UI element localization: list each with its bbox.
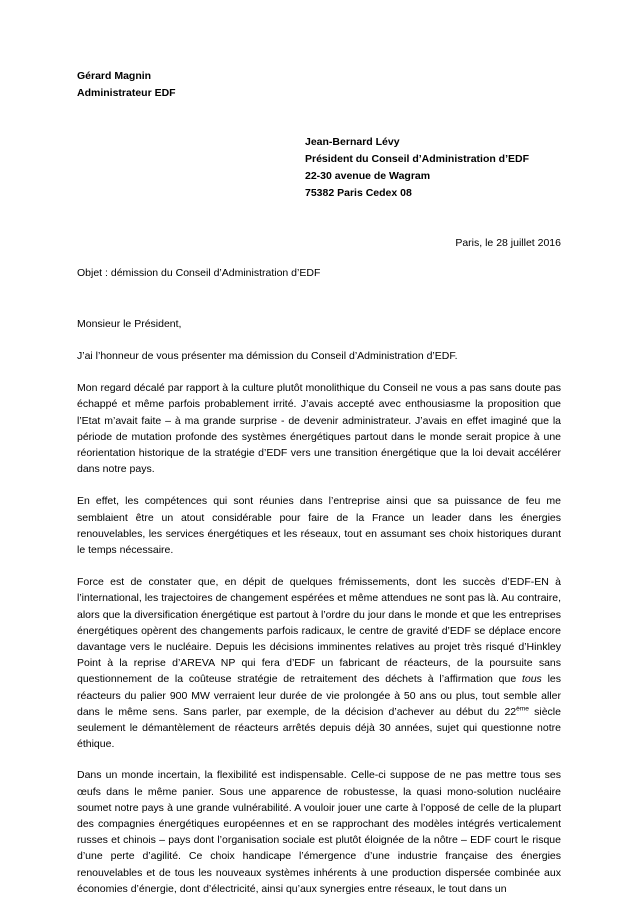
paragraph-2: Mon regard décalé par rapport à la culture plutôt monolithique du Conseil ne vous a pas sans doute pas échappé et même parfois probablement irrité. J’avais accepté avec enthousiasme la proposition que l’Etat m’avait faite – à ma grande surprise - de devenir administrateur. J’avais en effet imaginé que la période de mutation profonde des systèmes énergétiques partout dans le monde serait propice à une réorientation historique de la stratégie d’EDF vers une transition énergétique que la loi devait accélérer dans notre pays. [77,382,561,476]
paragraph-4-text-c: siècle seulement le démantèlement de réacteurs arrêtés depuis déjà 30 années, sujet qui questionne notre éthique. [77,705,561,751]
subject-line: Objet : démission du Conseil d’Administration d’EDF [77,267,321,279]
paragraph-3: En effet, les compétences qui sont réunies dans l’entreprise ainsi que sa puissance de feu me semblaient être un atout considérable pour faire de la France un leader dans les énergies renouvelables, les services énergétiques et les réseaux, tout en assumant ses choix historiques durant le temps nécessaire. [77,495,561,557]
paragraph-5: Dans un monde incertain, la flexibilité est indispensable. Celle-ci suppose de ne pas mettre tous ses œufs dans le même panier. Sous une apparence de robustesse, la quasi mono-solution nucléaire soumet notre pays à une grande vulnérabilité. A vouloir jouer une carte à l’opposé de celle de la plupart des compagnies énergétiques européennes et en se rapprochant des modèles intégrés verticalement russes et chinois – pays dont l’organisation sociale est plutôt éloignée de la nôtre – EDF court le risque d’une perte d’agilité. Ce choix handicape l’émergence d’une industrie française des énergies renouvelables et de tous les nouveaux systèmes inhérents à une production dispersée combinée aux économies d’énergie, dont d’électricité, ainsi qu’aux synergies entre réseaux, le tout dans un [77,769,561,895]
recipient-name: Jean-Bernard Lévy [305,136,400,148]
sender-block [77,68,561,102]
paragraph-4 [77,574,561,752]
paragraph-4-ordinal-superscript: ème [516,705,529,713]
salutation: Monsieur le Président, [77,318,182,330]
recipient-block [305,134,561,202]
sender-role: Administrateur EDF [77,87,176,99]
recipient-role: Président du Conseil d’Administration d’EDF [305,153,530,165]
paragraph-4-text-b: les réacteurs du palier 900 MW verraient leur durée de vie prolongée à 50 ans ou plus, tout semble aller dans le même sens. Sans parler, par exemple, de la décision d’achever au début du 22 [77,673,561,718]
dateline: Paris, le 28 juillet 2016 [455,237,561,249]
paragraph-4-text-a: Force est de constater que, en dépit de quelques frémissements, dont les succès d’EDF-EN à l’international, les trajectoires de changement espérées et même attendues ne sont pas là. Au contraire, alors que la diversification énergétique est partout à l’ordre du jour dans le monde et que les entreprises énergétiques opèrent des changements parfois radicaux, le centre de gravité d’EDF se déplace encore davantage vers le nucléaire. Depuis les décisions imminentes relatives au projet très risqué d’Hinkley Point à la reprise d’AREVA NP qui fera d’EDF un fabricant de réacteurs, de la poursuite sans questionnement de la coûteuse stratégie de retraitement des déchets à l’affirmation que [77,576,561,686]
paragraph-1: J’ai l’honneur de vous présenter ma démission du Conseil d’Administration d’EDF. [77,350,458,362]
recipient-city: 75382 Paris Cedex 08 [305,187,412,199]
recipient-street: 22-30 avenue de Wagram [305,170,431,182]
letter-content [77,0,561,897]
paragraph-4-emphasis: tous [521,673,542,686]
sender-name: Gérard Magnin [77,70,152,82]
